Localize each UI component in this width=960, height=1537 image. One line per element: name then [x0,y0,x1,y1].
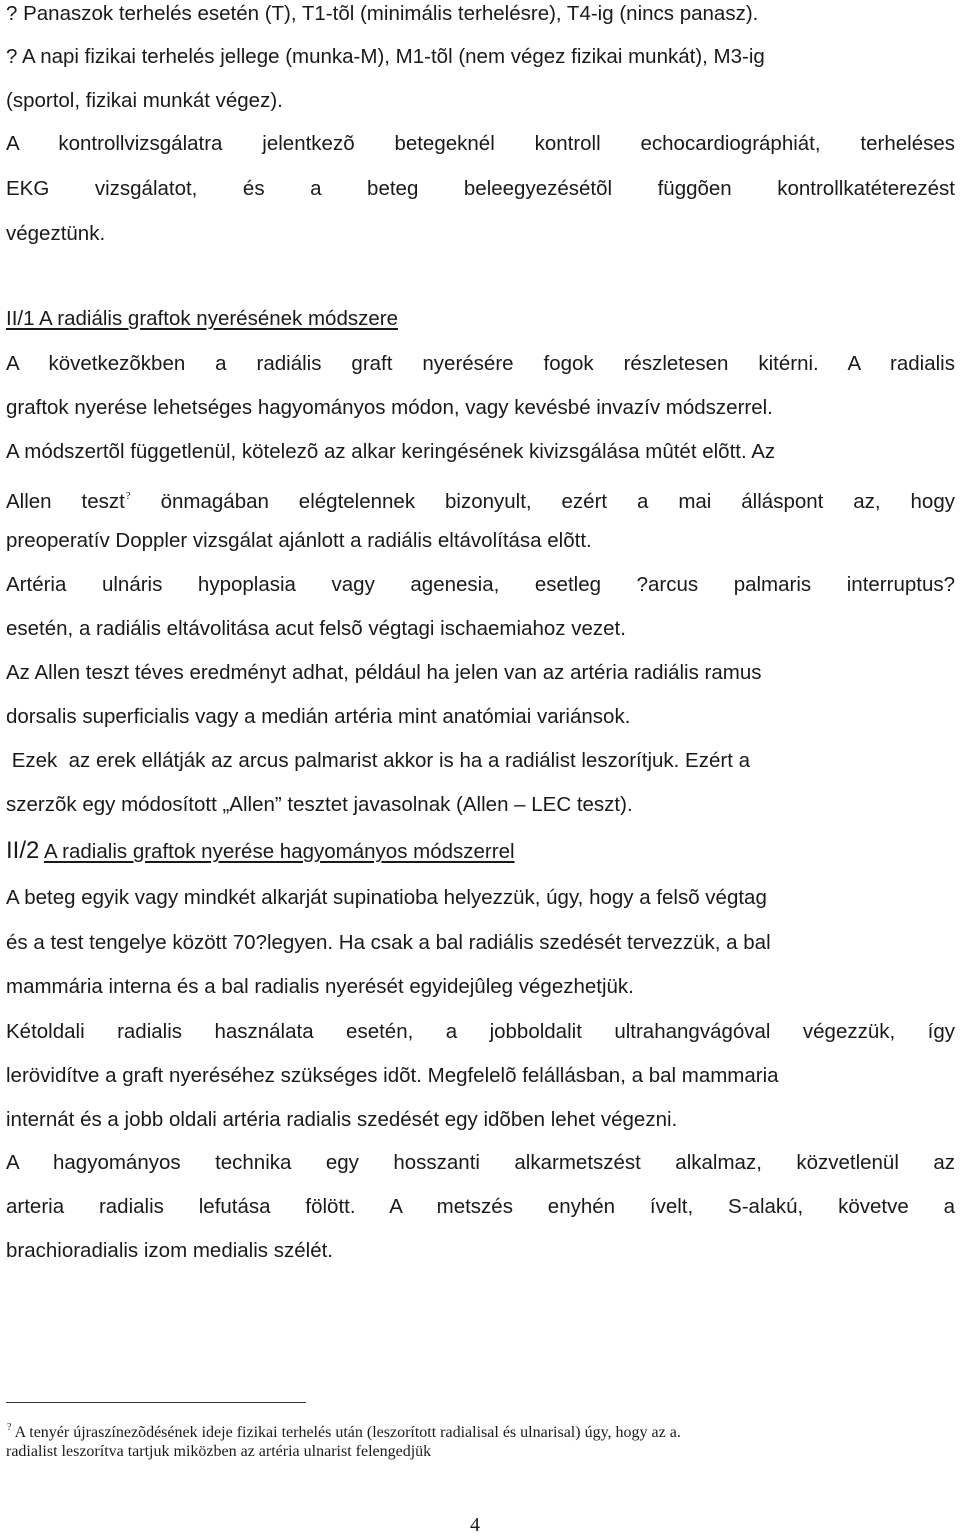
section-heading-2 [6,839,515,864]
footnote-reference: ? [125,490,131,502]
text-line: A következõkben a radiális graft nyerésére fogok részletesen kitérni. A radialis [6,352,955,375]
text-line: lerövidítve a graft nyeréséhez szükséges idõt. Megfelelõ felállásban, a bal mammaria [6,1064,779,1087]
text-line-with-footnote [6,484,955,514]
footnote-text: A tenyér újraszínezõdésének ideje fizikai terhelés után (leszorított radialisal és ulnarisal) úgy, hogy az a. [11,1424,681,1441]
text-line: graftok nyerése lehetséges hagyományos módon, vagy kevésbé invazív módszerrel. [6,396,773,419]
text-line: A beteg egyik vagy mindkét alkarját supinatioba helyezzük, úgy, hogy a felsõ végtag [6,886,767,909]
text-line: dorsalis superficialis vagy a medián artéria mint anatómiai variánsok. [6,705,631,728]
footnote-line: radialist leszorítva tartjuk miközben az artéria ulnarist felengedjük [6,1443,432,1460]
section-title: A radialis graftok nyerése hagyományos módszerrel [43,840,515,863]
text-line: Az Allen teszt téves eredményt adhat, például ha jelen van az artéria radiális ramus [6,661,762,684]
footnote-mark: ? [7,1422,12,1433]
page-number: 4 [470,1514,480,1536]
text-line: Kétoldali radialis használata esetén, a jobboldalit ultrahangvágóval végezzük, így [6,1020,955,1043]
text-line: preoperatív Doppler vizsgálat ajánlott a radiális eltávolítása elõtt. [6,529,592,552]
text-line: arteria radialis lefutása fölött. A metszés enyhén ívelt, S-alakú, követve a [6,1195,955,1218]
footnote-separator [6,1402,306,1403]
section-heading-1: II/1 A radiális graftok nyerésének módszere [6,307,398,330]
text-line: ? A napi fizikai terhelés jellege (munka-M), M1-tõl (nem végez fizikai munkát), M3-ig [6,45,765,68]
text-line: internát és a jobb oldali artéria radialis szedését egy idõben lehet végezni. [6,1108,678,1131]
footnote-line [6,1418,681,1443]
text-line: Artéria ulnáris hypoplasia vagy agenesia, esetleg ?arcus palmaris interruptus? [6,573,955,596]
text-line: mammária interna és a bal radialis nyerését egyidejûleg végezhetjük. [6,975,634,998]
text-line: (sportol, fizikai munkát végez). [6,89,283,112]
text-line: EKG vizsgálatot, és a beteg beleegyezésétõl függõen kontrollkatéterezést [6,177,955,200]
text-line: A hagyományos technika egy hosszanti alkarmetszést alkalmaz, közvetlenül az [6,1151,955,1174]
section-number: II/2 [6,837,40,864]
text-line: Ezek az erek ellátják az arcus palmarist akkor is ha a radiálist leszorítjuk. Ezért a [6,749,750,772]
text-line: esetén, a radiális eltávolitása acut felsõ végtagi ischaemiahoz vezet. [6,617,626,640]
text-line: A módszertõl függetlenül, kötelezõ az alkar keringésének kivizsgálása mûtét elõtt. Az [6,440,776,463]
text-span: önmagában elégtelennek bizonyult, ezért a mai álláspont az, hogy [130,490,955,513]
text-span: Allen teszt [6,490,125,513]
text-line: végeztünk. [6,222,106,245]
text-line: A kontrollvizsgálatra jelentkezõ betegeknél kontroll echocardiográphiát, terheléses [6,132,955,155]
text-line: ? Panaszok terhelés esetén (T), T1-tõl (minimális terhelésre), T4-ig (nincs panasz). [6,2,759,25]
text-line: brachioradialis izom medialis szélét. [6,1239,333,1262]
text-line: szerzõk egy módosított „Allen” tesztet javasolnak (Allen – LEC teszt). [6,793,633,816]
text-line: és a test tengelye között 70?legyen. Ha csak a bal radiális szedését tervezzük, a bal [6,931,771,954]
